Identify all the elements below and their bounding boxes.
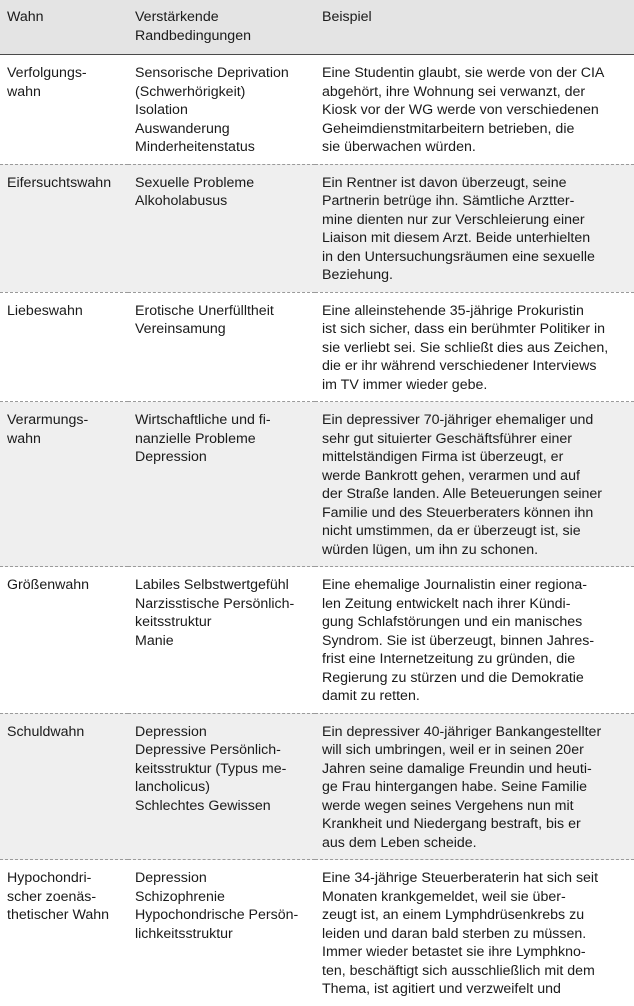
cell-bedingungen: Sexuelle Probleme Alkoholabusus	[128, 164, 315, 292]
cell-beispiel: Ein depressiver 70-jähriger ehemaliger und sehr gut situierter Geschäftsführer einer mittelständigen Firma ist überzeugt, er werde Bankrott gehen, verarmen und auf der Straße landen. Alle Beteuerungen seiner Familie und des Steuerberaters können ihn nicht umstimmen, da er überzeugt ist, sie würden lügen, um ihn zu schonen.	[315, 402, 634, 567]
cell-beispiel: Ein depressiver 40-jähriger Bankangestellter will sich umbringen, weil er in seinen 20er Jahren seine damalige Freundin und heuti- ge Frau hintergangen habe. Seine Familie werde wegen seines Vergehens nun mit Krankheit und Niedergang bestraft, bis er aus dem Leben scheide.	[315, 713, 634, 860]
table-row	[0, 402, 634, 567]
table-row	[0, 164, 634, 292]
header-row	[0, 0, 634, 55]
table-row	[0, 55, 634, 165]
table-row	[0, 567, 634, 714]
table-body	[0, 55, 634, 1006]
cell-wahn: Verarmungs- wahn	[0, 402, 128, 567]
cell-bedingungen: Erotische Unerfülltheit Vereinsamung	[128, 292, 315, 402]
table-row	[0, 292, 634, 402]
cell-bedingungen: Wirtschaftliche und fi- nanzielle Probleme Depression	[128, 402, 315, 567]
cell-wahn: Größenwahn	[0, 567, 128, 714]
table-row	[0, 713, 634, 860]
cell-wahn: Schuldwahn	[0, 713, 128, 860]
cell-bedingungen: Depression Schizophrenie Hypochondrische Persön- lichkeitsstruktur	[135, 870, 299, 942]
cell-beispiel: Eine Studentin glaubt, sie werde von der CIA abgehört, ihre Wohnung sei verwanzt, der Kiosk vor der WG werde von verschiedenen Geheimdienstmitarbeitern betrieben, die sie überwachen würden.	[315, 55, 634, 165]
cell-beispiel: Ein Rentner ist davon überzeugt, seine Partnerin betrüge ihn. Sämtliche Arztter- mine dienten nur zur Verschleierung einer Liaison mit diesem Arzt. Beide unterhielten in den Untersuchungsräumen eine sexuelle Beziehung.	[315, 164, 634, 292]
cell-wahn: Eifersuchtswahn	[0, 164, 128, 292]
cell-bedingungen: Depression Depressive Persönlich- keitsstruktur (Typus me- lancholicus) Schlechtes Gewissen	[128, 713, 315, 860]
cell-wahn: Verfolgungs- wahn	[0, 55, 128, 165]
cell-beispiel: Eine 34-jährige Steuerberaterin hat sich seit Monaten krankgemeldet, weil sie über- zeugt ist, an einem Lymphdrüsenkrebs zu leiden und daran bald sterben zu müssen. Immer wieder betastet sie ihre Lymphkno- ten, beschäftigt sich ausschließlich mit dem Thema, ist agitiert und verzweifelt und	[322, 870, 599, 997]
cell-wahn: Liebeswahn	[0, 292, 128, 402]
header-beispiel: Beispiel	[315, 0, 634, 55]
table-row	[0, 860, 634, 1006]
table-header	[0, 0, 634, 55]
cell-wahn: Hypochondri- scher zoenäs- thetischer Wahn	[7, 870, 109, 923]
header-wahn: Wahn	[0, 0, 128, 55]
cell-beispiel: Eine alleinstehende 35-jährige Prokuristin ist sich sicher, dass ein berühmter Politiker in sie verliebt sei. Sie schließt dies aus Zeichen, die er ihr während verschiedener Interviews im TV immer wieder gebe.	[315, 292, 634, 402]
cell-bedingungen: Sensorische Deprivation (Schwerhörigkeit) Isolation Auswanderung Minderheitenstatus	[128, 55, 315, 165]
header-bedingungen: Verstärkende Randbedingungen	[128, 0, 315, 55]
cell-beispiel: Eine ehemalige Journalistin einer regiona- len Zeitung entwickelt nach ihrer Kündi- gung Schlafstörungen und ein manisches Syndrom. Sie ist überzeugt, binnen Jahres- frist eine Internetzeitung zu gründen, die Regierung zu stürzen und die Demokratie damit zu retten.	[315, 567, 634, 714]
cell-bedingungen: Labiles Selbstwertgefühl Narzisstische Persönlich- keitsstruktur Manie	[128, 567, 315, 714]
